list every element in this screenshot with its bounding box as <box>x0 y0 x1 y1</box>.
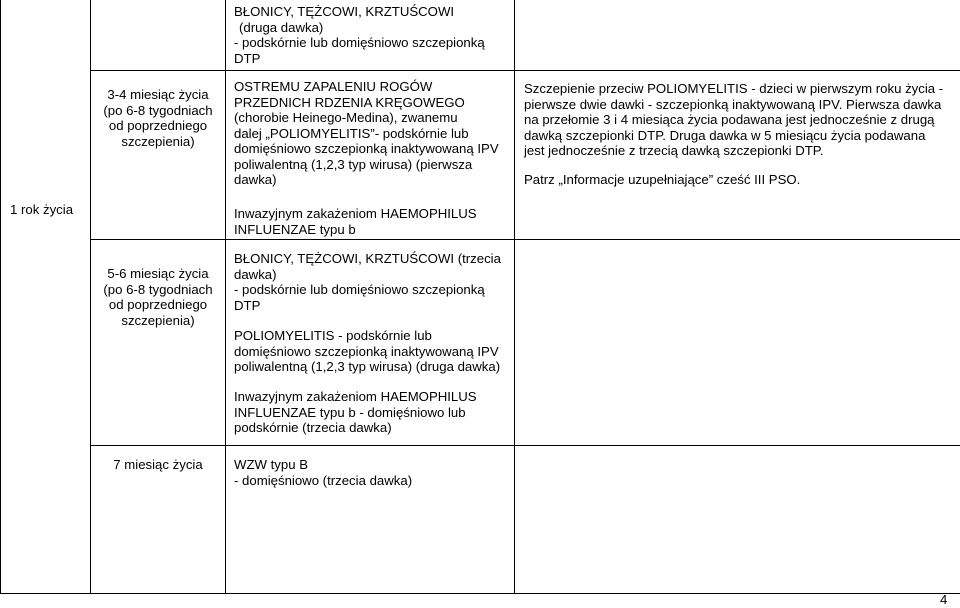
row-divider-1 <box>90 70 960 71</box>
row-divider-2 <box>90 239 960 240</box>
vaccine-hib: Inwazyjnym zakażeniom HAEMOPHILUS INFLUENZAE typu b <box>234 206 477 237</box>
vaccine-polio-ipv-first-dose: OSTREMU ZAPALENIU ROGÓW PRZEDNICH RDZENIA KRĘGOWEGO (chorobie Heinego-Medina), zwanemu dalej „POLIOMYELITIS”- podskórnie lub domięśniowo szczepionką inaktywowaną IPV poliwalentną (1,2,3 typ wirusa) (pierwsza dawka) <box>234 79 499 187</box>
row-divider-3 <box>90 445 960 446</box>
vaccine-hib-third-dose: Inwazyjnym zakażeniom HAEMOPHILUS INFLUENZAE typu b - domięśniowo lub podskórnie (trzecia dawka) <box>234 389 477 435</box>
column-divider-vaccine <box>514 0 515 594</box>
year-label: 1 rok życia <box>10 202 74 217</box>
polio-note: Szczepienie przeciw POLIOMYELITIS - dzieci w pierwszym roku życia - pierwsze dwie dawki - szczepionką inaktywowaną IPV. Pierwsza dawka na przełomie 3 i 4 miesiąca życia podawana jest jednocześnie z drugą dawką szczepionki DTP. Druga dawka w 5 miesiącu życia podawana jest jednocześnie z trzecią dawką szczepionki DTP. <box>524 81 944 158</box>
vaccine-hepatitis-b: WZW typu B - domięśniowo (trzecia dawka) <box>234 457 413 488</box>
table-border-bottom <box>0 593 960 594</box>
vaccine-dtp-second-dose: BŁONICY, TĘŻCOWI, KRZTUŚCOWI (druga dawka) - podskórnie lub domięśniowo szczepionką DTP <box>234 4 485 66</box>
column-divider-year <box>90 0 91 594</box>
page-number: 4 <box>940 592 948 607</box>
vaccine-polio-second-dose: POLIOMYELITIS - podskórnie lub domięśniowo szczepionką inaktywowaną IPV poliwalentną (1,2,3 typ wirusa) (druga dawka) <box>234 328 501 374</box>
age-cell-7-months: 7 miesiąc życia <box>113 457 203 472</box>
table-border-left <box>0 0 1 594</box>
age-cell-5-6-months: 5-6 miesiąc życia (po 6-8 tygodniach od poprzedniego szczepienia) <box>103 266 213 328</box>
reference-note: Patrz „Informacje uzupełniające” cześć III PSO. <box>524 172 801 187</box>
vaccine-dtp-third-dose: BŁONICY, TĘŻCOWI, KRZTUŚCOWI (trzecia dawka) - podskórnie lub domięśniowo szczepionką DTP <box>234 251 501 313</box>
column-divider-age <box>225 0 226 594</box>
age-cell-3-4-months: 3-4 miesiąc życia (po 6-8 tygodniach od poprzedniego szczepienia) <box>103 87 213 149</box>
